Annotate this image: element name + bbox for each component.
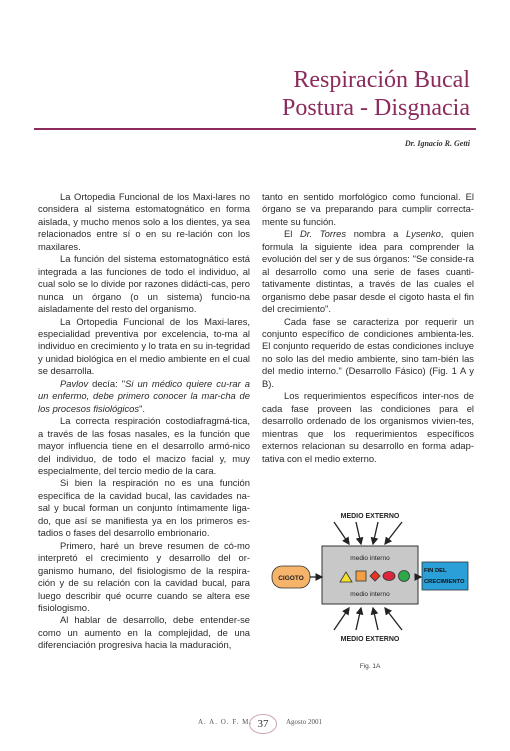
title-line-1: Respiración Bucal bbox=[293, 67, 470, 93]
paragraph: La correcta respiración costodiafragmá-tica, a través de las fosas nasales, es la función que mayor influencia tiene en el desarrollo armó-nico del individuo, de todo el macizo facial y, muy especialmente, del tercio medio de la cara. bbox=[38, 415, 250, 476]
paragraph: Los requerimientos específicos inter-nos de cada fase proveen las condiciones para el desarrollo ordenado de los organismos vivien-tes, mientras que los requerimientos específicos externos relacionan su desarrollo en forma adap-tativa con el medio externo. bbox=[262, 390, 474, 464]
page-number: 37 bbox=[249, 714, 277, 734]
paragraph bbox=[262, 228, 474, 315]
medio-interno-bottom: medio interno bbox=[350, 591, 390, 598]
paragraph-text: , quien formula la siguiente idea para comprender la evolución del ser y de sus órganos: "Se conside-ra al desarrollo como una serie de fases cuanti-tativamente distintas, a través de las cuales el organismo debe pasar desde el cigoto hasta el fin del crecimiento". bbox=[262, 228, 474, 315]
title-line-2: Postura - Disgnacia bbox=[282, 95, 470, 121]
author-name: Dr. Ignacio R. Getti bbox=[404, 139, 470, 148]
medio-externo-top-label: MEDIO EXTERNO bbox=[340, 513, 400, 520]
figure-1a bbox=[270, 500, 470, 676]
figure-caption: Fig. 1A bbox=[359, 663, 381, 670]
paragraph-text: ". bbox=[139, 402, 146, 414]
paragraph-text: decía: " bbox=[88, 377, 126, 389]
paragraph-text: nombra a bbox=[346, 228, 407, 240]
fin-label-line-1: FIN DEL bbox=[424, 568, 447, 574]
fin-del-crecimiento-node bbox=[422, 562, 468, 590]
emphasis-text: La Ortopedia Funcional de los Maxi- bbox=[60, 315, 228, 327]
left-column bbox=[38, 191, 250, 652]
paragraph: Si bien la respiración no es una función específica de la cavidad bucal, las cavidades na-sal y bucal forman un conjunto íntimamente liga-do, que así se manifiesta ya en los primeros es-tadios o fases del desarrollo embrionario. bbox=[38, 477, 250, 539]
right-column bbox=[262, 191, 474, 465]
paragraph-text: lares, especialidad preventiva por excelencia, to-ma al individuo en crecimiento y lo trata en su in-tegridad y unidad biológica en el medio ambiente en el cual se desarrolla. bbox=[38, 315, 250, 377]
paragraph: La función del sistema estomatognático está integrada a las funciones de todo el individuo, al cual solo se lo divide por razones didácti-cas, pero nunca un órgano (o un sistema) funcio-na aisladamente del resto del organismo. bbox=[38, 253, 250, 315]
paragraph: Cada fase se caracteriza por requerir un conjunto específico de condiciones ambienta-les. El conjunto requerido de estas condiciones incluye no solo las del medio ambiente, sino tam-bién las del medio interno." (Desarrollo Fásico) (Fig. 1 A y B). bbox=[262, 315, 474, 389]
ellipse-shape bbox=[383, 572, 395, 581]
emphasis-text: La Ortopedia Funcional de los Maxi- bbox=[60, 191, 216, 202]
name-torres: Dr. Torres bbox=[300, 228, 347, 240]
bottom-arrows bbox=[334, 608, 402, 630]
title-divider bbox=[34, 128, 476, 130]
paragraph bbox=[38, 191, 250, 253]
issue-date: Agosto 2001 bbox=[286, 718, 322, 726]
medio-externo-bottom-label: MEDIO EXTERNO bbox=[340, 636, 400, 643]
paragraph bbox=[38, 378, 250, 415]
paragraph: Al hablar de desarrollo, debe entender-se como un aumento en la complejidad, de una diferenciación progresiva hacia la maduración, bbox=[38, 614, 250, 651]
journal-name: A. A. O. F. M. bbox=[198, 718, 253, 726]
square-shape bbox=[356, 571, 366, 581]
cigoto-label: CIGOTO bbox=[278, 575, 304, 582]
paragraph-text: lares no considera al sistema estomatognático en forma aislada, y mucho menos solo a los dientes, ya sea relacionados entre sí o en su re-lación con los maxilares. bbox=[38, 191, 250, 252]
paragraph bbox=[38, 316, 250, 378]
paragraph-text: El bbox=[284, 228, 300, 240]
fin-label-line-2: CRECIMIENTO bbox=[424, 579, 465, 585]
medio-interno-top: medio interno bbox=[350, 555, 390, 562]
paragraph: tanto en sentido morfológico como funcional. El órgano se va preparando para cumplir correcta-mente su función. bbox=[262, 191, 474, 227]
name-pavlov: Pavlov bbox=[60, 377, 89, 389]
circle-shape bbox=[399, 571, 410, 582]
article-title bbox=[282, 66, 470, 122]
paragraph: Primero, haré un breve resumen de có-mo interpretó el crecimiento y desarrollo del or-ganismo humano, del fisiologismo de la respira-ción y de su relación con la cavidad bucal, para luego describir qué ocurre cuando se altera ese fisiologismo. bbox=[38, 539, 250, 613]
name-lysenko: Lysenko bbox=[406, 228, 441, 240]
quote-text: Si un médico quiere cu-rar a un enfermo, debe primero conocer la mar-cha de los procesos fisiológicos bbox=[38, 377, 251, 414]
top-arrows bbox=[334, 522, 402, 544]
